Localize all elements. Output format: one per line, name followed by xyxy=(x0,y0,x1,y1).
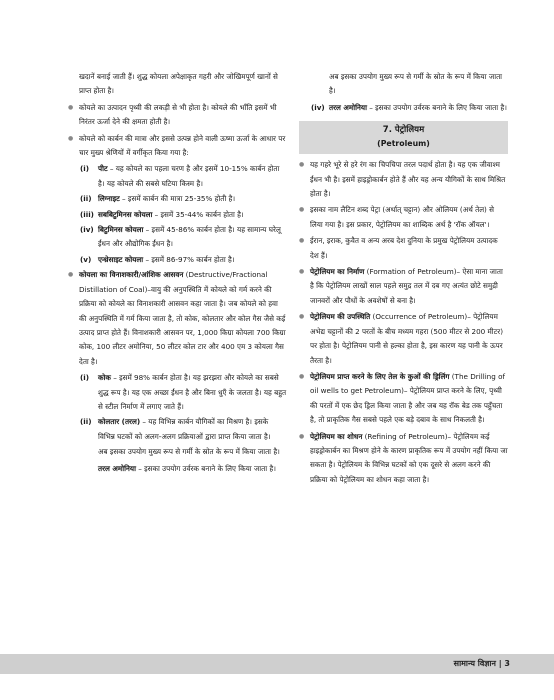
para-coal-mines: खदानें बनाई जाती हैं। शुद्ध कोयला अपेक्षाकृत गहरी और जोखिमपूर्ण खानों से प्राप्त होता है। xyxy=(79,72,278,96)
coal-type-peat: (i) पीट – यह कोयले का पहला चरण है और इसमें 10-15% कार्बन होता है। यह कोयले की सबसे घटिया किस्म है। xyxy=(80,164,280,188)
bullet-producer-countries: ● ईरान, इराक, कुवैत व अन्य अरब देश दुनिया के प्रमुख पेट्रोलियम उत्पादक देश हैं। xyxy=(299,234,508,263)
bullet-petroleum-description: ● यह गहरे भूरे से हरे रंग का चिपचिपा तरल पदार्थ होता है। यह एक जीवाश्म ईंधन भी है। इसमें हाइड्रोकार्बन होते हैं और यह अन्य यौगिकों के साथ मिश्रित होता है। xyxy=(299,158,508,201)
section-header-petroleum xyxy=(299,121,508,154)
coal-type-bituminous: (iv) बिटुमिनस कोयला – इसमें 45-86% कार्बन होता है। यह सामान्य घरेलू ईंधन और औद्योगिक ईंधन है। xyxy=(80,225,281,249)
bullet-occurrence: ● पेट्रोलियम की उपस्थिति (Occurrence of Petroleum)– पेट्रोलियम अभेद्य चट्टानों की 2 परतों के बीच मध्यम गहरा (500 मीटर से 200 मीटर) पर होता है। पेट्रोलियम पानी से हल्का होता है, इस कारण यह पानी के ऊपर तैरता है। xyxy=(299,310,508,368)
left-column xyxy=(68,70,287,478)
bullet-wood-coal: ● कोयले का उत्पादन पृथ्वी की लकड़ी से भी होता है। कोयले की भाँति इसमें भी निरंतर ऊर्जा देने की क्षमता होती है। xyxy=(68,101,287,130)
para-heat-source: अब इसका उपयोग मुख्य रूप से गर्मी के स्रोत के रूप में किया जाता है। xyxy=(98,447,280,457)
coal-type-lignite: (ii) लिग्नाइट – इसमें कार्बन की मात्रा 25-35% होती है। xyxy=(80,194,236,204)
section-title: 7. पेट्रोलियम xyxy=(382,125,425,136)
page-footer xyxy=(0,654,554,674)
footer-page-label: सामान्य विज्ञान | 3 xyxy=(453,659,510,668)
coal-type-anthracite: (v) एन्थ्रेसाइट कोयला – इसमें 86-97% कार्बन होता है। xyxy=(80,254,235,264)
section-subtitle: (Petroleum) xyxy=(377,139,430,149)
bullet-destructive-distillation: ● कोयला का विनाशकारी/आंशिक आसवन (Destructive/Fractional Distillation of Coal)–वायु की अनुपस्थिति में कोयले को गर्म करने की प्रक्रिया को कोयले का विनाशकारी आसवन कहा जाता है। जब कोयले को हवा की अनुपस्थिति में गर्म किया जाता है, तो कोक, कोलतार और कोल गैस जैसे कई उत्पाद प्राप्त होते हैं। विनाशकारी आसवन पर, 1,000 किग्रा कोयला 700 किग्रा कोक, 100 लीटर अमोनिया, 50 लीटर कोल टार और 400 एम 3 कोयला गैस देता है। xyxy=(68,268,287,369)
para-liquid-ammonia: तरल अमोनिया – इसका उपयोग उर्वरक बनाने के लिए किया जाता है। xyxy=(98,463,276,473)
right-column xyxy=(299,70,508,489)
para-heat-use: अब इसका उपयोग मुख्य रूप से गर्मी के स्रोत के रूप में किया जाता है। xyxy=(329,72,503,96)
bullet-petroleum-etymology: ● इसका नाम लैटिन शब्द पेट्रा (अर्थात् चट्टान) और ओलियम (अर्थ तेल) से लिया गया है। इस प्रकार, पेट्रोलियम का शाब्दिक अर्थ है 'रॉक ऑयल'। xyxy=(299,203,508,232)
bullet-formation: ● पेट्रोलियम का निर्माण (Formation of Petroleum)– ऐसा माना जाता है कि पेट्रोलियम लाखों साल पहले समुद्र तल में दब गए अत्यंत छोटे समुद्री जानवरों और पौधों के अवशेषों से बना है। xyxy=(299,265,508,308)
bullet-coal-classification: ● कोयले को कार्बन की मात्रा और इससे उत्पन्न होने वाली ऊष्मा ऊर्जा के आधार पर चार मुख्य श्रेणियों में वर्गीकृत किया गया है: xyxy=(68,132,287,161)
bullet-refining: ● पेट्रोलियम का शोधन (Refining of Petroleum)– पेट्रोलियम कई हाइड्रोकार्बन का मिश्रण होने के कारण प्राकृतिक रूप में उपयोग नहीं किया जा सकता है। पेट्रोलियम के विभिन्न घटकों को एक दूसरे से अलग करने की प्रक्रिया को पेट्रोलियम का शोधन कहा जाता है। xyxy=(299,430,508,488)
bullet-drilling: ● पेट्रोलियम प्राप्त करने के लिए तेल के कुओं की ड्रिलिंग (The Drilling of oil wells to get Petroleum)– पेट्रोलियम प्राप्त करने के लिए, पृथ्वी की परतों में एक छेद ड्रिल किया जाता है और जब यह रॉक बेड तक पहुँचता है, तो प्राकृतिक गैस सबसे पहले एक बड़े दबाव के साथ निकलती है। xyxy=(299,370,508,428)
item-liquid-ammonia: (iv) तरल अमोनिया – इसका उपयोग उर्वरक बनाने के लिए किया जाता है। xyxy=(311,102,507,112)
product-coal-tar: (ii) कोलतार (तरल) – यह विभिन्न कार्बन यौगिकों का मिश्रण है। इसके विभिन्न घटकों को अलग-अलग प्रक्रियाओं द्वारा प्राप्त किया जाता है। xyxy=(80,417,271,441)
coal-type-subbituminous: (iii) सबबिटुमिनस कोयला – इसमें 35-44% कार्बन होता है। xyxy=(80,209,244,219)
product-coke: (i) कोक – इसमें 98% कार्बन होता है। यह झरझरा और कोयले का सबसे शुद्ध रूप है। यह एक अच्छा ईंधन है और बिना धुएँ के जलता है। यह बहुत से स्टील निर्माण में लगाए जाते हैं। xyxy=(80,373,287,411)
